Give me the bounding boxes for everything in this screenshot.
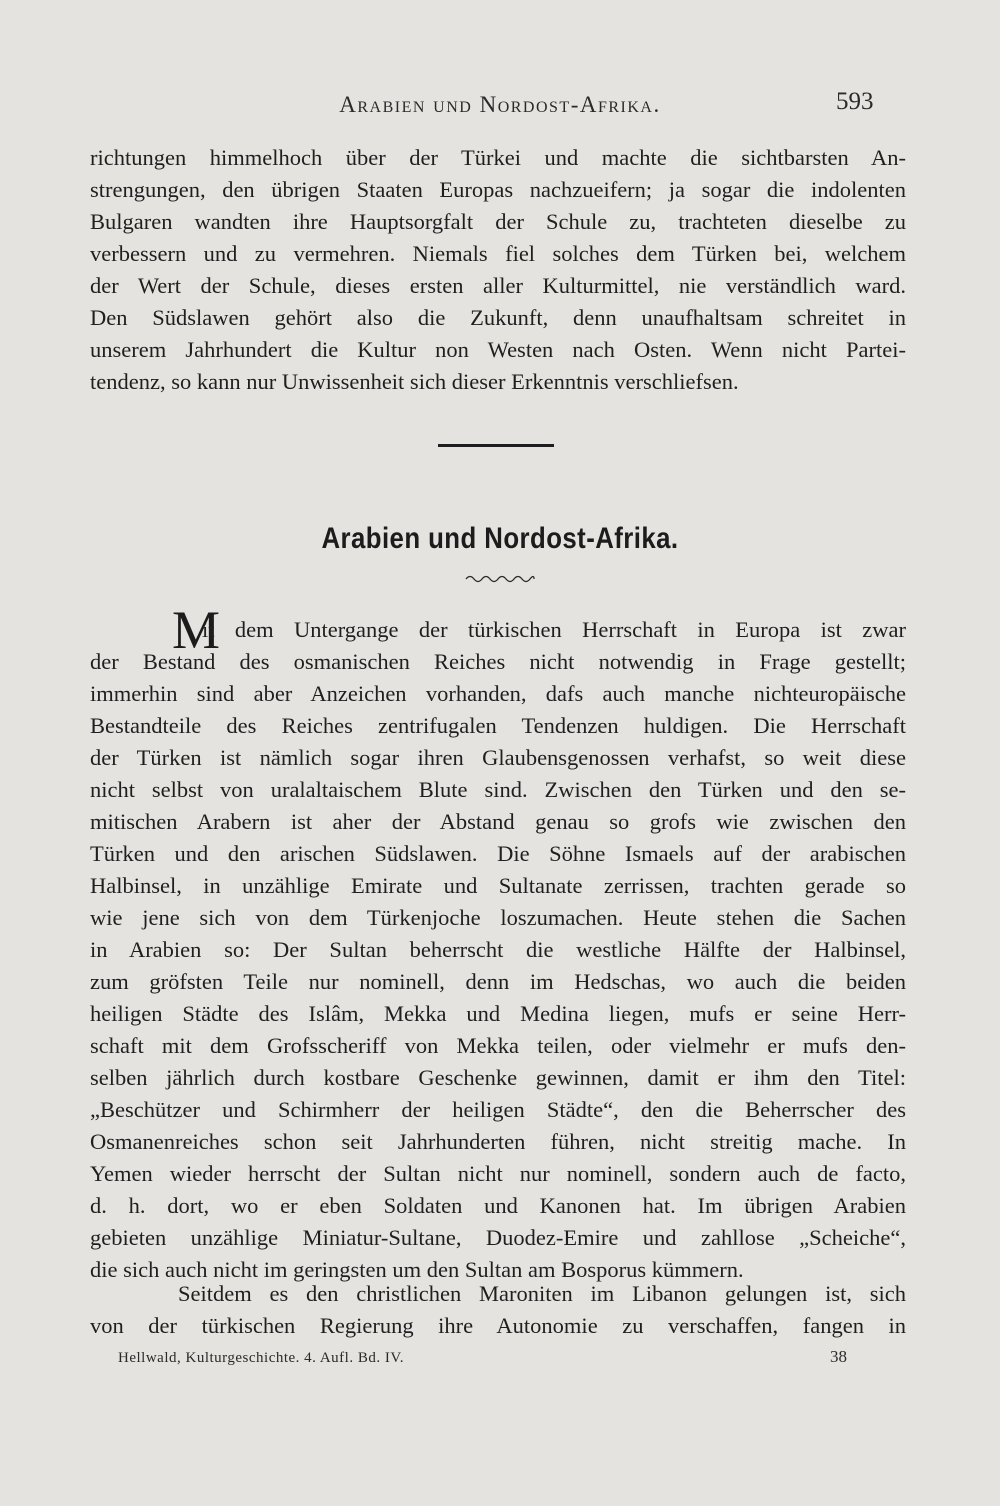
text-line: gebieten unzählige Miniatur-Sultane, Duodez-Emire und zahllose „Scheiche“,	[90, 1225, 906, 1250]
text-line: in Arabien so: Der Sultan beherrscht die westliche Hälfte der Halbinsel,	[90, 937, 906, 962]
section-paragraph-1	[90, 614, 906, 1286]
sheet-number: 38	[830, 1347, 847, 1366]
text-line: mitischen Arabern ist aher der Abstand genau so grofs wie zwischen den	[90, 809, 906, 834]
text-line: Seitdem es den christlichen Maroniten im Libanon gelungen ist, sich	[178, 1281, 906, 1306]
text-line: nicht selbst von uralaltaischem Blute sind. Zwischen den Türken und den se-	[90, 777, 906, 802]
text-line: Bulgaren wandten ihre Hauptsorgfalt der Schule zu, trachteten dieselbe zu	[90, 209, 906, 234]
text-line: unserem Jahrhundert die Kultur non Westen nach Osten. Wenn nicht Partei-	[90, 337, 906, 362]
text-line: immerhin sind aber Anzeichen vorhanden, dafs auch manche nichteuropäische	[90, 681, 906, 706]
text-line: der Türken ist nämlich sogar ihren Glaubensgenossen verhafst, so weit diese	[90, 745, 906, 770]
text-line: zum gröfsten Teile nur nominell, denn im Hedschas, wo auch die beiden	[90, 969, 906, 994]
section-paragraph-2	[90, 1278, 906, 1342]
text-line: selben jährlich durch kostbare Geschenke gewinnen, damit er ihm den Titel:	[90, 1065, 906, 1090]
running-head: Arabien und Nordost-Afrika.	[339, 92, 661, 117]
text-line: strengungen, den übrigen Staaten Europas nachzueifern; ja sogar die indolenten	[90, 177, 906, 202]
text-line: Den Südslawen gehört also die Zukunft, denn unaufhaltsam schreitet in	[90, 305, 906, 330]
text-line: schaft mit dem Grofsscheriff von Mekka teilen, oder vielmehr er mufs den-	[90, 1033, 906, 1058]
page-number: 593	[836, 88, 874, 115]
text-line: Türken und den arischen Südslawen. Die Söhne Ismaels auf der arabischen	[90, 841, 906, 866]
text-line: Yemen wieder herrscht der Sultan nicht nur nominell, sondern auch de facto,	[90, 1161, 906, 1186]
text-line: heiligen Städte des Islâm, Mekka und Medina liegen, mufs er seine Herr-	[90, 1001, 906, 1026]
wavy-ornament	[464, 572, 536, 586]
section-divider-rule	[438, 444, 554, 447]
text-line: tendenz, so kann nur Unwissenheit sich dieser Erkenntnis verschliefsen.	[90, 369, 739, 394]
text-line: von der türkischen Regierung ihre Autonomie zu verschaffen, fangen in	[90, 1313, 906, 1338]
text-line: die sich auch nicht im geringsten um den Sultan am Bosporus kümmern.	[90, 1257, 744, 1282]
text-line: Osmanenreiches schon seit Jahrhunderten führen, nicht streitig mache. In	[90, 1129, 906, 1154]
text-line: der Bestand des osmanischen Reiches nicht notwendig in Frage gestellt;	[90, 649, 906, 674]
section-title: Arabien und Nordost-Afrika.	[321, 522, 679, 555]
intro-paragraph	[90, 142, 906, 398]
text-line: Halbinsel, in unzählige Emirate und Sultanate zerrissen, trachten gerade so	[90, 873, 906, 898]
text-line: „Beschützer und Schirmherr der heiligen Städte“, den die Beherrscher des	[90, 1097, 906, 1122]
text-line: verbessern und zu vermehren. Niemals fiel solches dem Türken bei, welchem	[90, 241, 906, 266]
drop-cap: M	[172, 600, 221, 660]
text-line: Bestandteile des Reiches zentrifugalen Tendenzen huldigen. Die Herrschaft	[90, 713, 906, 738]
printer-signature: Hellwald, Kulturgeschichte. 4. Aufl. Bd. IV.	[118, 1350, 404, 1366]
text-line-first: it dem Untergange der türkischen Herrschaft in Europa ist zwar	[202, 617, 906, 642]
text-line: wie jene sich von dem Türkenjoche loszumachen. Heute stehen die Sachen	[90, 905, 906, 930]
text-line: d. h. dort, wo er eben Soldaten und Kanonen hat. Im übrigen Arabien	[90, 1193, 906, 1218]
text-line: richtungen himmelhoch über der Türkei und machte die sichtbarsten An-	[90, 145, 906, 170]
text-line: der Wert der Schule, dieses ersten aller Kulturmittel, nie verständlich ward.	[90, 273, 906, 298]
